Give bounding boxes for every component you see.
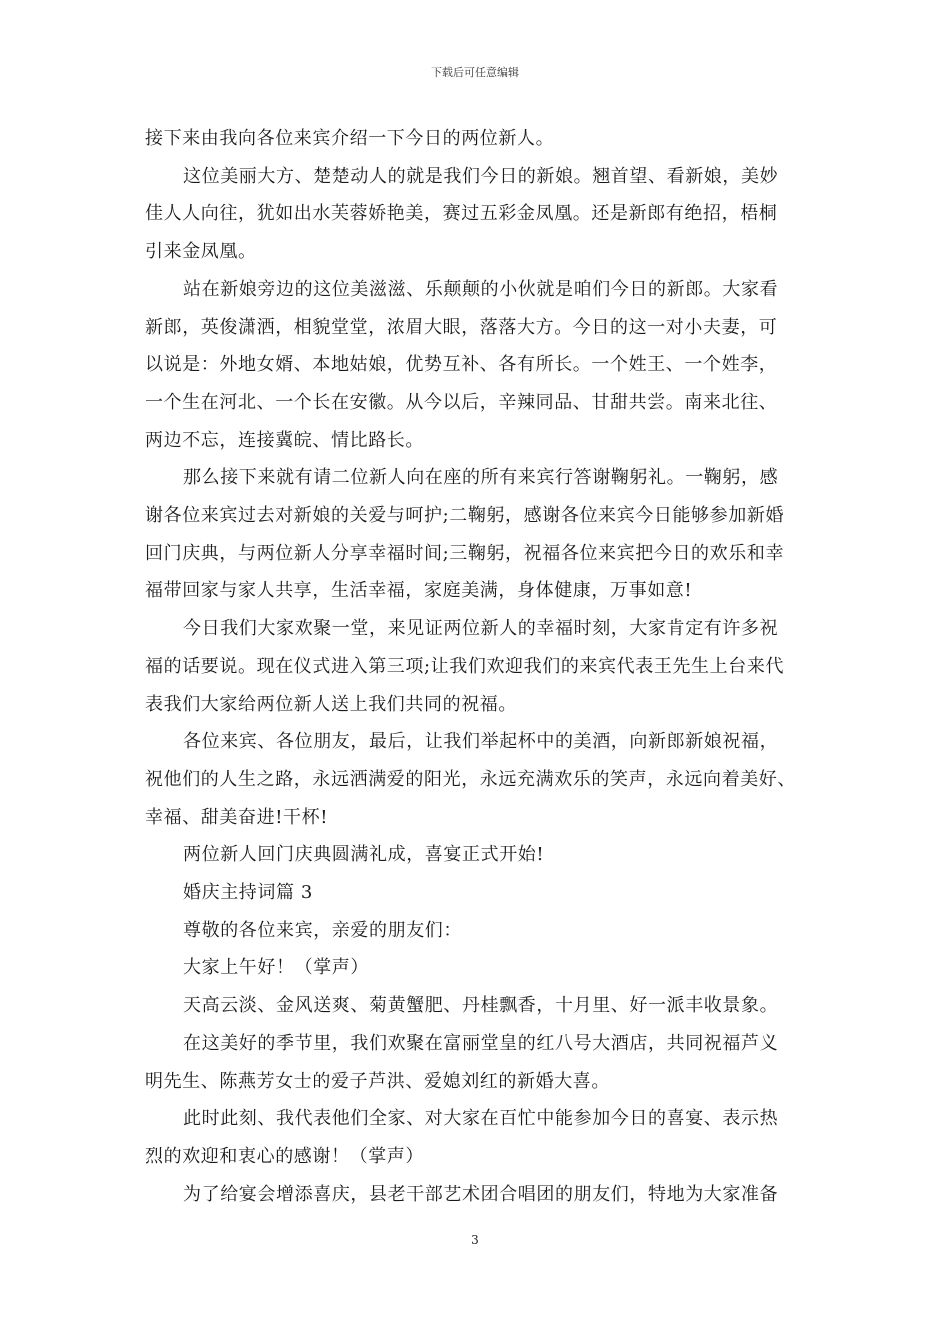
- text-line: 两边不忘，连接冀皖、情比路长。: [145, 429, 424, 451]
- text-line: 明先生、陈燕芳女士的爱子芦洪、爱媳刘红的新婚大喜。: [145, 1070, 610, 1092]
- text-line: 佳人人向往，犹如出水芙蓉娇艳美，赛过五彩金凤凰。还是新郎有绝招，梧桐: [145, 203, 778, 225]
- text-line: 表我们大家给两位新人送上我们共同的祝福。: [145, 693, 517, 715]
- text-line: 为了给宴会增添喜庆，县老干部艺术团合唱团的朋友们，特地为大家准备: [183, 1183, 779, 1205]
- text-line: 一个生在河北、一个长在安徽。从今以后，辛辣同品、甘甜共尝。南来北往、: [145, 391, 778, 413]
- text-line: 尊敬的各位来宾，亲爱的朋友们：: [183, 919, 462, 941]
- text-line: 祝他们的人生之路，永远洒满爱的阳光，永远充满欢乐的笑声，永远向着美好、: [145, 768, 796, 790]
- text-line: 接下来由我向各位来宾介绍一下今日的两位新人。: [145, 128, 555, 149]
- text-line: 在这美好的季节里，我们欢聚在富丽堂皇的红八号大酒店，共同祝福芦义: [183, 1032, 779, 1054]
- text-line: 各位来宾、各位朋友，最后，让我们举起杯中的美酒，向新郎新娘祝福，: [183, 731, 779, 753]
- text-line: 引来金凤凰。: [145, 241, 257, 263]
- text-line: 大家上午好！（掌声）: [183, 957, 369, 979]
- text-line: 那么接下来就有请二位新人向在座的所有来宾行答谢鞠躬礼。一鞠躬，感: [183, 467, 779, 489]
- text-line: 站在新娘旁边的这位美滋滋、乐颠颠的小伙就是咱们今日的新郎。大家看: [183, 278, 779, 300]
- text-line: 这位美丽大方、楚楚动人的就是我们今日的新娘。翘首望、看新娘，美妙: [183, 165, 779, 187]
- text-line: 今日我们大家欢聚一堂，来见证两位新人的幸福时刻，大家肯定有许多祝: [183, 618, 779, 640]
- text-line: 回门庆典，与两位新人分享幸福时间;三鞠躬，祝福各位来宾把今日的欢乐和幸: [145, 542, 785, 564]
- text-line: 两位新人回门庆典圆满礼成，喜宴正式开始!: [183, 844, 545, 866]
- page-header-note: 下载后可任意编辑: [431, 66, 519, 79]
- text-line: 以说是：外地女婿、本地姑娘，优势互补、各有所长。一个姓王、一个姓李，: [145, 354, 778, 376]
- text-line: 福带回家与家人共享，生活幸福，家庭美满，身体健康，万事如意!: [145, 580, 693, 602]
- text-line: 天高云淡、金风送爽、菊黄蟹肥、丹桂飘香，十月里、好一派丰收景象。: [183, 995, 779, 1017]
- text-line: 烈的欢迎和衷心的感谢！（掌声）: [145, 1145, 424, 1167]
- page-number: 3: [471, 1233, 479, 1247]
- text-line: 幸福、甜美奋进!干杯!: [145, 806, 329, 828]
- section-heading: 婚庆主持词篇 3: [183, 882, 313, 904]
- text-line: 此时此刻、我代表他们全家、对大家在百忙中能参加今日的喜宴、表示热: [183, 1108, 779, 1130]
- document-body: [145, 120, 810, 1213]
- text-line: 新郎，英俊潇洒，相貌堂堂，浓眉大眼，落落大方。今日的这一对小夫妻，可: [145, 316, 778, 338]
- text-line: 福的话要说。现在仪式进入第三项;让我们欢迎我们的来宾代表王先生上台来代: [145, 655, 785, 677]
- text-line: 谢各位来宾过去对新娘的关爱与呵护;二鞠躬，感谢各位来宾今日能够参加新婚: [145, 505, 785, 527]
